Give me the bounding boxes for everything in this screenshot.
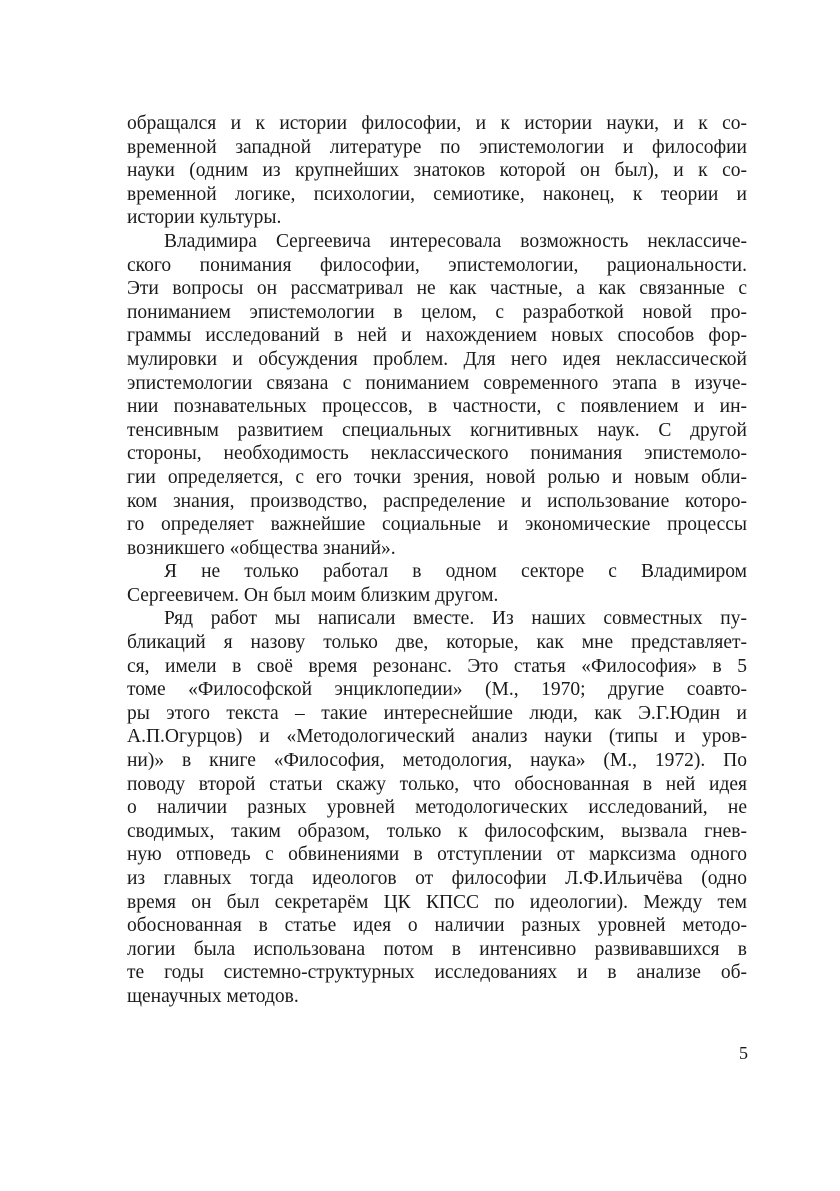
text-line: эпистемологии связана с пониманием современного этапа в изуче- [127,372,747,394]
text-line: ную отповедь с обвинениями в отступлении от марксизма одного [127,844,747,866]
text-line: те годы системно-структурных исследованиях и в анализе об- [127,962,747,984]
text-line: Ряд работ мы написали вместе. Из наших совместных пу- [164,608,747,630]
text-line: А.П.Огурцов) и «Методологический анализ науки (типы и уров- [127,726,747,748]
text-line: нии познавательных процессов, в частности, с появлением и ин- [127,396,747,418]
text-line: о наличии разных уровней методологических исследований, не [127,797,747,819]
text-line: го определяет важнейшие социальные и экономические процессы [127,514,747,536]
body-text [127,112,747,1009]
text-line: Я не только работал в одном секторе с Владимиром [164,561,747,583]
text-line: стороны, необходимость неклассического понимания эпистемоло- [127,443,747,465]
text-line: науки (одним из крупнейших знатоков которой он был), и к со- [127,160,747,182]
text-line: возникшего «общества знаний». [127,537,396,559]
text-line: бликаций я назову только две, которые, как мне представляет- [127,632,747,654]
page-number: 5 [739,1043,748,1063]
text-line: ни)» в книге «Философия, методология, наука» (М., 1972). По [127,750,747,772]
text-line: временной логике, психологии, семиотике, наконец, к теории и [127,183,747,205]
text-line: пониманием эпистемологии в целом, с разработкой новой про- [127,301,747,323]
text-line: временной западной литературе по эпистемологии и философии [127,136,747,158]
text-line: щенаучных методов. [127,985,299,1007]
paragraph [127,560,747,607]
text-line: ком знания, производство, распределение и использование которо- [127,490,747,512]
text-line: время он был секретарём ЦК КПСС по идеологии). Между тем [127,891,747,913]
text-line: Эти вопросы он рассматривал не как частные, а как связанные с [127,278,747,300]
text-line: сводимых, таким образом, только к философским, вызвала гнев- [127,820,747,842]
paragraph [127,112,747,230]
text-line: Владимира Сергеевича интересовала возможность неклассиче- [164,230,747,252]
text-line: истории культуры. [127,207,282,229]
text-line: из главных тогда идеологов от философии Л.Ф.Ильичёва (одно [127,868,747,889]
text-line: Сергеевичем. Он был моим близким другом. [127,584,499,606]
text-line: тенсивным развитием специальных когнитивных наук. С другой [127,419,747,441]
text-line: томе «Философской энциклопедии» (М., 1970; другие соавто- [127,679,747,701]
text-line: обращался и к истории философии, и к истории науки, и к со- [127,113,747,134]
text-line: граммы исследований в ней и нахождением новых способов фор- [127,325,747,347]
text-line: ры этого текста – такие интереснейшие люди, как Э.Г.Юдин и [127,702,747,724]
text-line: гии определяется, с его точки зрения, новой ролью и новым обли- [127,466,747,488]
text-line: ся, имели в своё время резонанс. Это статья «Философия» в 5 [127,655,747,677]
text-line: мулировки и обсуждения проблем. Для него идея неклассической [127,348,747,370]
paragraph [127,230,747,560]
text-line: ского понимания философии, эпистемологии, рациональности. [127,254,747,276]
paragraph [127,607,747,1008]
text-line: обоснованная в статье идея о наличии разных уровней методо- [127,915,747,937]
text-line: логии была использована потом в интенсивно развивавшихся в [127,938,747,960]
text-line: поводу второй статьи скажу только, что обоснованная в ней идея [127,773,747,795]
